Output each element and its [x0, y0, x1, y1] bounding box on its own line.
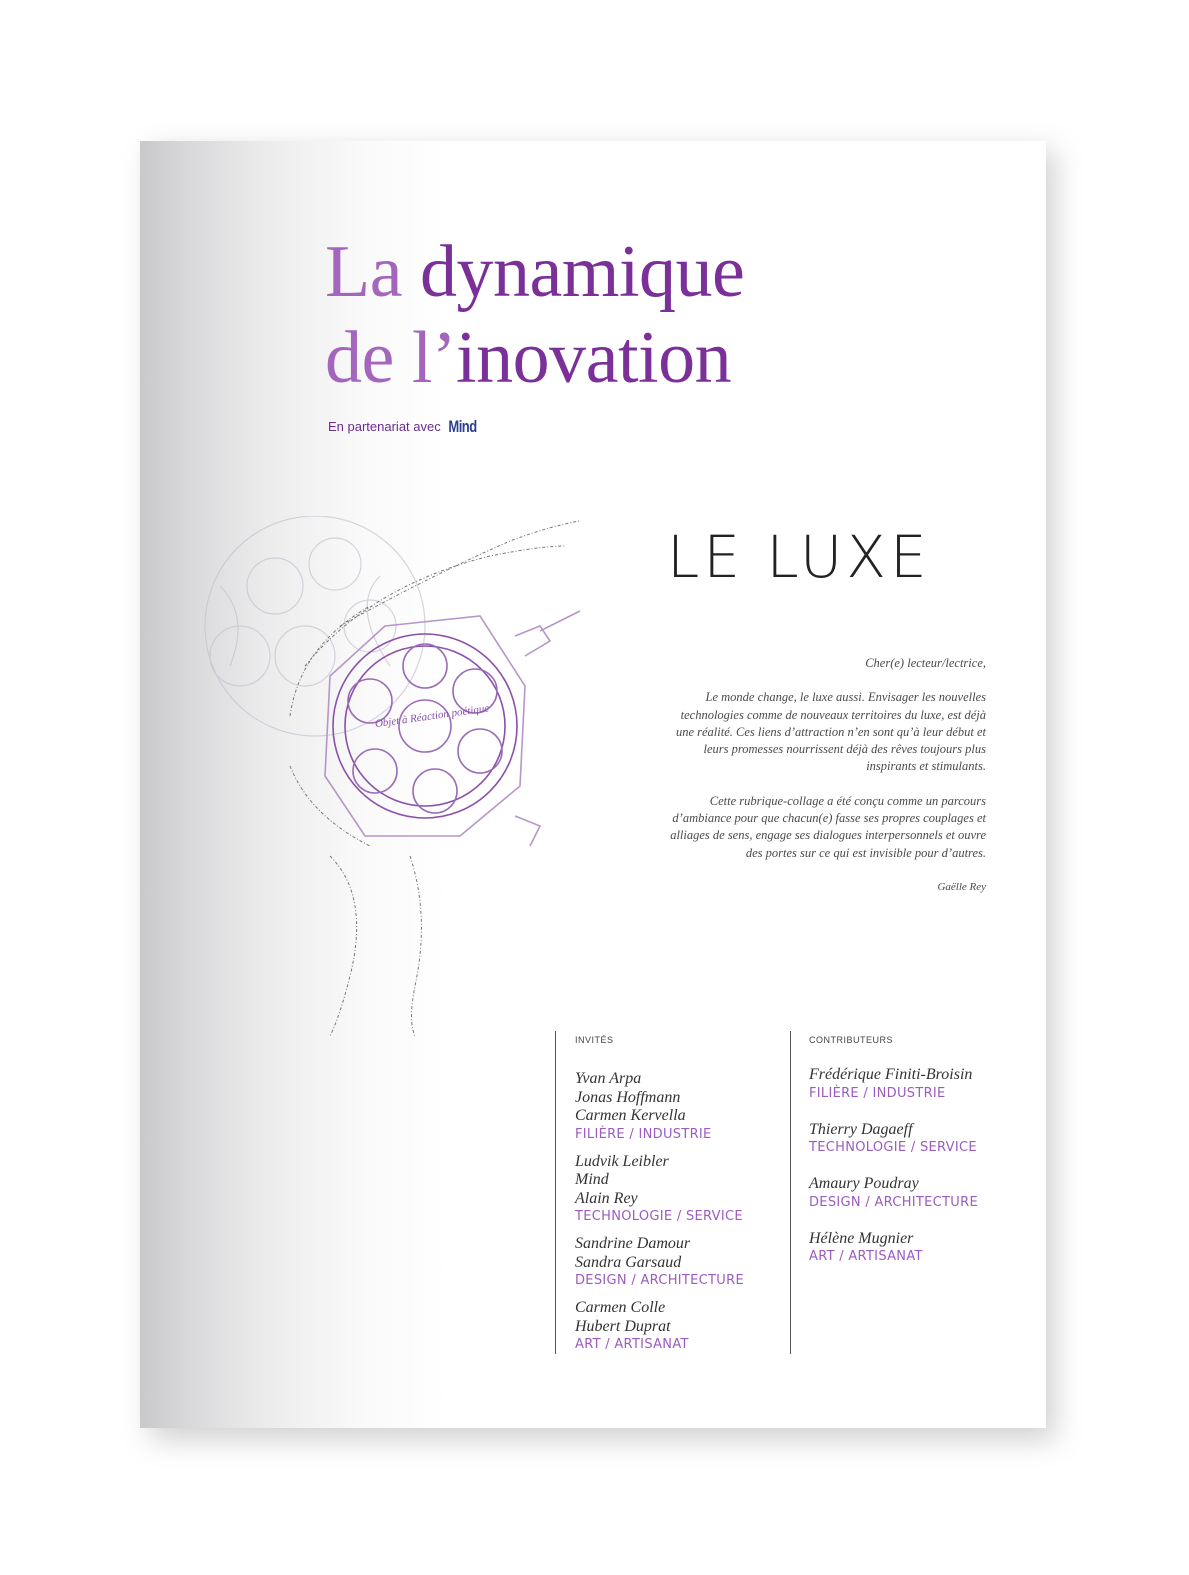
invites-heading: INVITÉS [575, 1035, 614, 1045]
contributeur-name: Thierry Dagaeff [809, 1120, 913, 1138]
magazine-page [140, 141, 1046, 1428]
contributeurs-group-filiere [809, 1066, 1029, 1102]
letter-paragraph-2: Cette rubrique-collage a été conçu comme un parcours d’ambiance pour que chacun(e) fasse ses propres couplages et alliages de sens, engage ses dialogues interpersonnels et ouvre des portes sur ce qui est invisible pour d’autres. [670, 793, 986, 860]
invite-category: ART / ARTISANAT [575, 1337, 689, 1352]
page-title [325, 229, 744, 401]
watch-sketch-illustration [180, 516, 600, 1036]
invite-name: Ludvik Leibler [575, 1152, 669, 1170]
watch-script-text: Objet à Réaction poétique [374, 702, 490, 731]
contributeur-category: TECHNOLOGIE / SERVICE [809, 1140, 977, 1155]
title-word-de: de l’ [325, 317, 457, 399]
invite-name: Yvan Arpa [575, 1070, 642, 1087]
invites-group-art [575, 1299, 785, 1353]
invite-name: Sandrine Damour [575, 1235, 691, 1252]
contributeurs-list [809, 1066, 1029, 1284]
invite-name: Carmen Kervella [575, 1107, 686, 1124]
editorial-letter [660, 655, 986, 913]
invite-name: Hubert Duprat [575, 1317, 671, 1335]
letter-signature: Gaëlle Rey [937, 880, 986, 893]
invite-category: DESIGN / ARCHITECTURE [575, 1273, 744, 1288]
contributeur-category: FILIÈRE / INDUSTRIE [809, 1085, 946, 1101]
partner-text: En partenariat avec [328, 419, 441, 434]
title-word-dynamique: dynamique [420, 231, 745, 313]
invite-name: Mind [575, 1171, 609, 1188]
contributeurs-group-art [809, 1230, 1029, 1266]
contributeur-category: ART / ARTISANAT [809, 1249, 923, 1264]
invites-group-design [575, 1235, 785, 1289]
contributeur-name: Amaury Poudray [809, 1175, 919, 1192]
mind-logo: Mind [448, 417, 477, 436]
contributeurs-group-design [809, 1175, 1029, 1211]
invite-name: Jonas Hoffmann [575, 1088, 681, 1106]
invite-name: Sandra Garsaud [575, 1253, 682, 1271]
partner-line [328, 419, 477, 434]
script-straps [290, 521, 580, 1036]
contributeur-name: Frédérique Finiti-Broisin [809, 1066, 973, 1083]
section-title: LE LUXE [667, 523, 931, 591]
title-word-la: La [325, 231, 403, 313]
contributeur-name: Hélène Mugnier [809, 1229, 914, 1247]
invites-group-technologie [575, 1153, 785, 1226]
title-word-inovation: inovation [456, 317, 732, 399]
divider-invites [555, 1031, 556, 1354]
invite-category: TECHNOLOGIE / SERVICE [575, 1209, 743, 1224]
contributeurs-group-technologie [809, 1121, 1029, 1157]
watch-case [325, 611, 580, 846]
letter-paragraph-1: Le monde change, le luxe aussi. Envisager les nouvelles technologies comme de nouveaux territoires du luxe, est déjà une réalité. Ces liens d’attraction n’en sont qu’à leur début et leurs promesses nourrissent déjà des rêves toujours plus inspirants et stimulants. [675, 690, 986, 774]
invite-name: Alain Rey [575, 1189, 638, 1207]
letter-salutation: Cher(e) lecteur/lectrice, [865, 656, 986, 670]
divider-contributeurs [790, 1031, 791, 1354]
contributeurs-heading: CONTRIBUTEURS [809, 1035, 894, 1045]
invites-group-filiere [575, 1070, 785, 1143]
contributeur-category: DESIGN / ARCHITECTURE [809, 1194, 978, 1210]
invite-name: Carmen Colle [575, 1299, 666, 1316]
invites-list [575, 1070, 785, 1363]
invite-category: FILIÈRE / INDUSTRIE [575, 1126, 712, 1142]
